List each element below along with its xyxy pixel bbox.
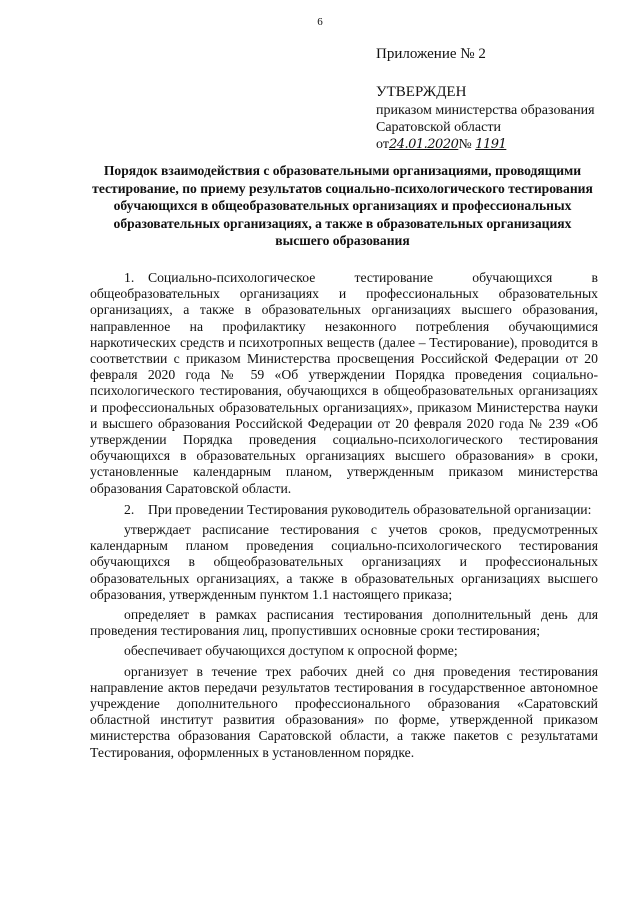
handwritten-date: 24.01.2020 [388,137,459,152]
page-number: 6 [317,16,323,28]
handwritten-number: 1191 [475,137,507,152]
paragraph-1: 1. Социально-психологическое тестирование обучающихся в общеобразовательных организациях и профессиональных образовательных организациях, а также в образовательных организациях высшего образования, направленное на профилактику незаконного потребления обучающимися наркотических средств и психотропных веществ (далее – Тестирование), проводится в соответствии с приказом Министерства просвещения Российской Федерации от 20 февраля 2020 года № 59 «Об утверждении Порядка проведения социально-психологического тестирования, обучающихся в общеобразовательных организациях и профессиональных образовательных организациях», приказом Министерства науки и высшего образования Российской Федерации от 20 февраля 2020 года № 239 «Об утверждении Порядка проведения социально-психологического тестирования обучающихся в образовательных организациях высшего образования» в сроки, установленные календарным планом, утвержденным приказом министерства образования Саратовской области. [90,270,598,496]
order-date-number [376,137,506,153]
subparagraph-1: утверждает расписание тестирования с учетов сроков, предусмотренных календарным планом проведения социально-психологического тестирования обучающихся в общеобразовательных организациях и профессиональных образовательных организациях, а также в образовательных организациях высшего образования, утвержденным пунктом 1.1 настоящего приказа; [90,522,598,602]
order-line-1: приказом министерства образования [376,103,595,118]
subparagraph-3: обеспечивает обучающихся доступом к опросной форме; [124,643,458,659]
document-title: Порядок взаимодействия с образовательными организациями, проводящими тестирование, по приему результатов социально-психологического тестирования обучающихся в общеобразовательных организациях и профессиональных образовательных организациях, а также в образовательных организациях высшего образования [92,163,593,248]
approved-label: УТВЕРЖДЕН [376,84,467,100]
from-prefix: от [376,137,389,152]
appendix-label: Приложение № 2 [376,46,486,62]
document-body [90,265,598,761]
subparagraph-4: организует в течение трех рабочих дней со дня проведения тестирования направление актов передачи результатов тестирования в государственное автономное учреждение дополнительного профессионального образования «Саратовский областной институт развития образования» по форме, утвержденной приказом министерства образования Саратовской области, а также пакетов с результатами Тестирования, оформленных в установленном порядке. [90,663,598,760]
order-line-2: Саратовской области [376,120,501,135]
number-prefix: № [458,137,472,152]
subparagraph-2: определяет в рамках расписания тестирования дополнительный день для проведения тестирования лиц, пропустивших основные сроки тестирования; [90,607,598,639]
paragraph-2: 2. При проведении Тестирования руководитель образовательной организации: [124,501,592,517]
